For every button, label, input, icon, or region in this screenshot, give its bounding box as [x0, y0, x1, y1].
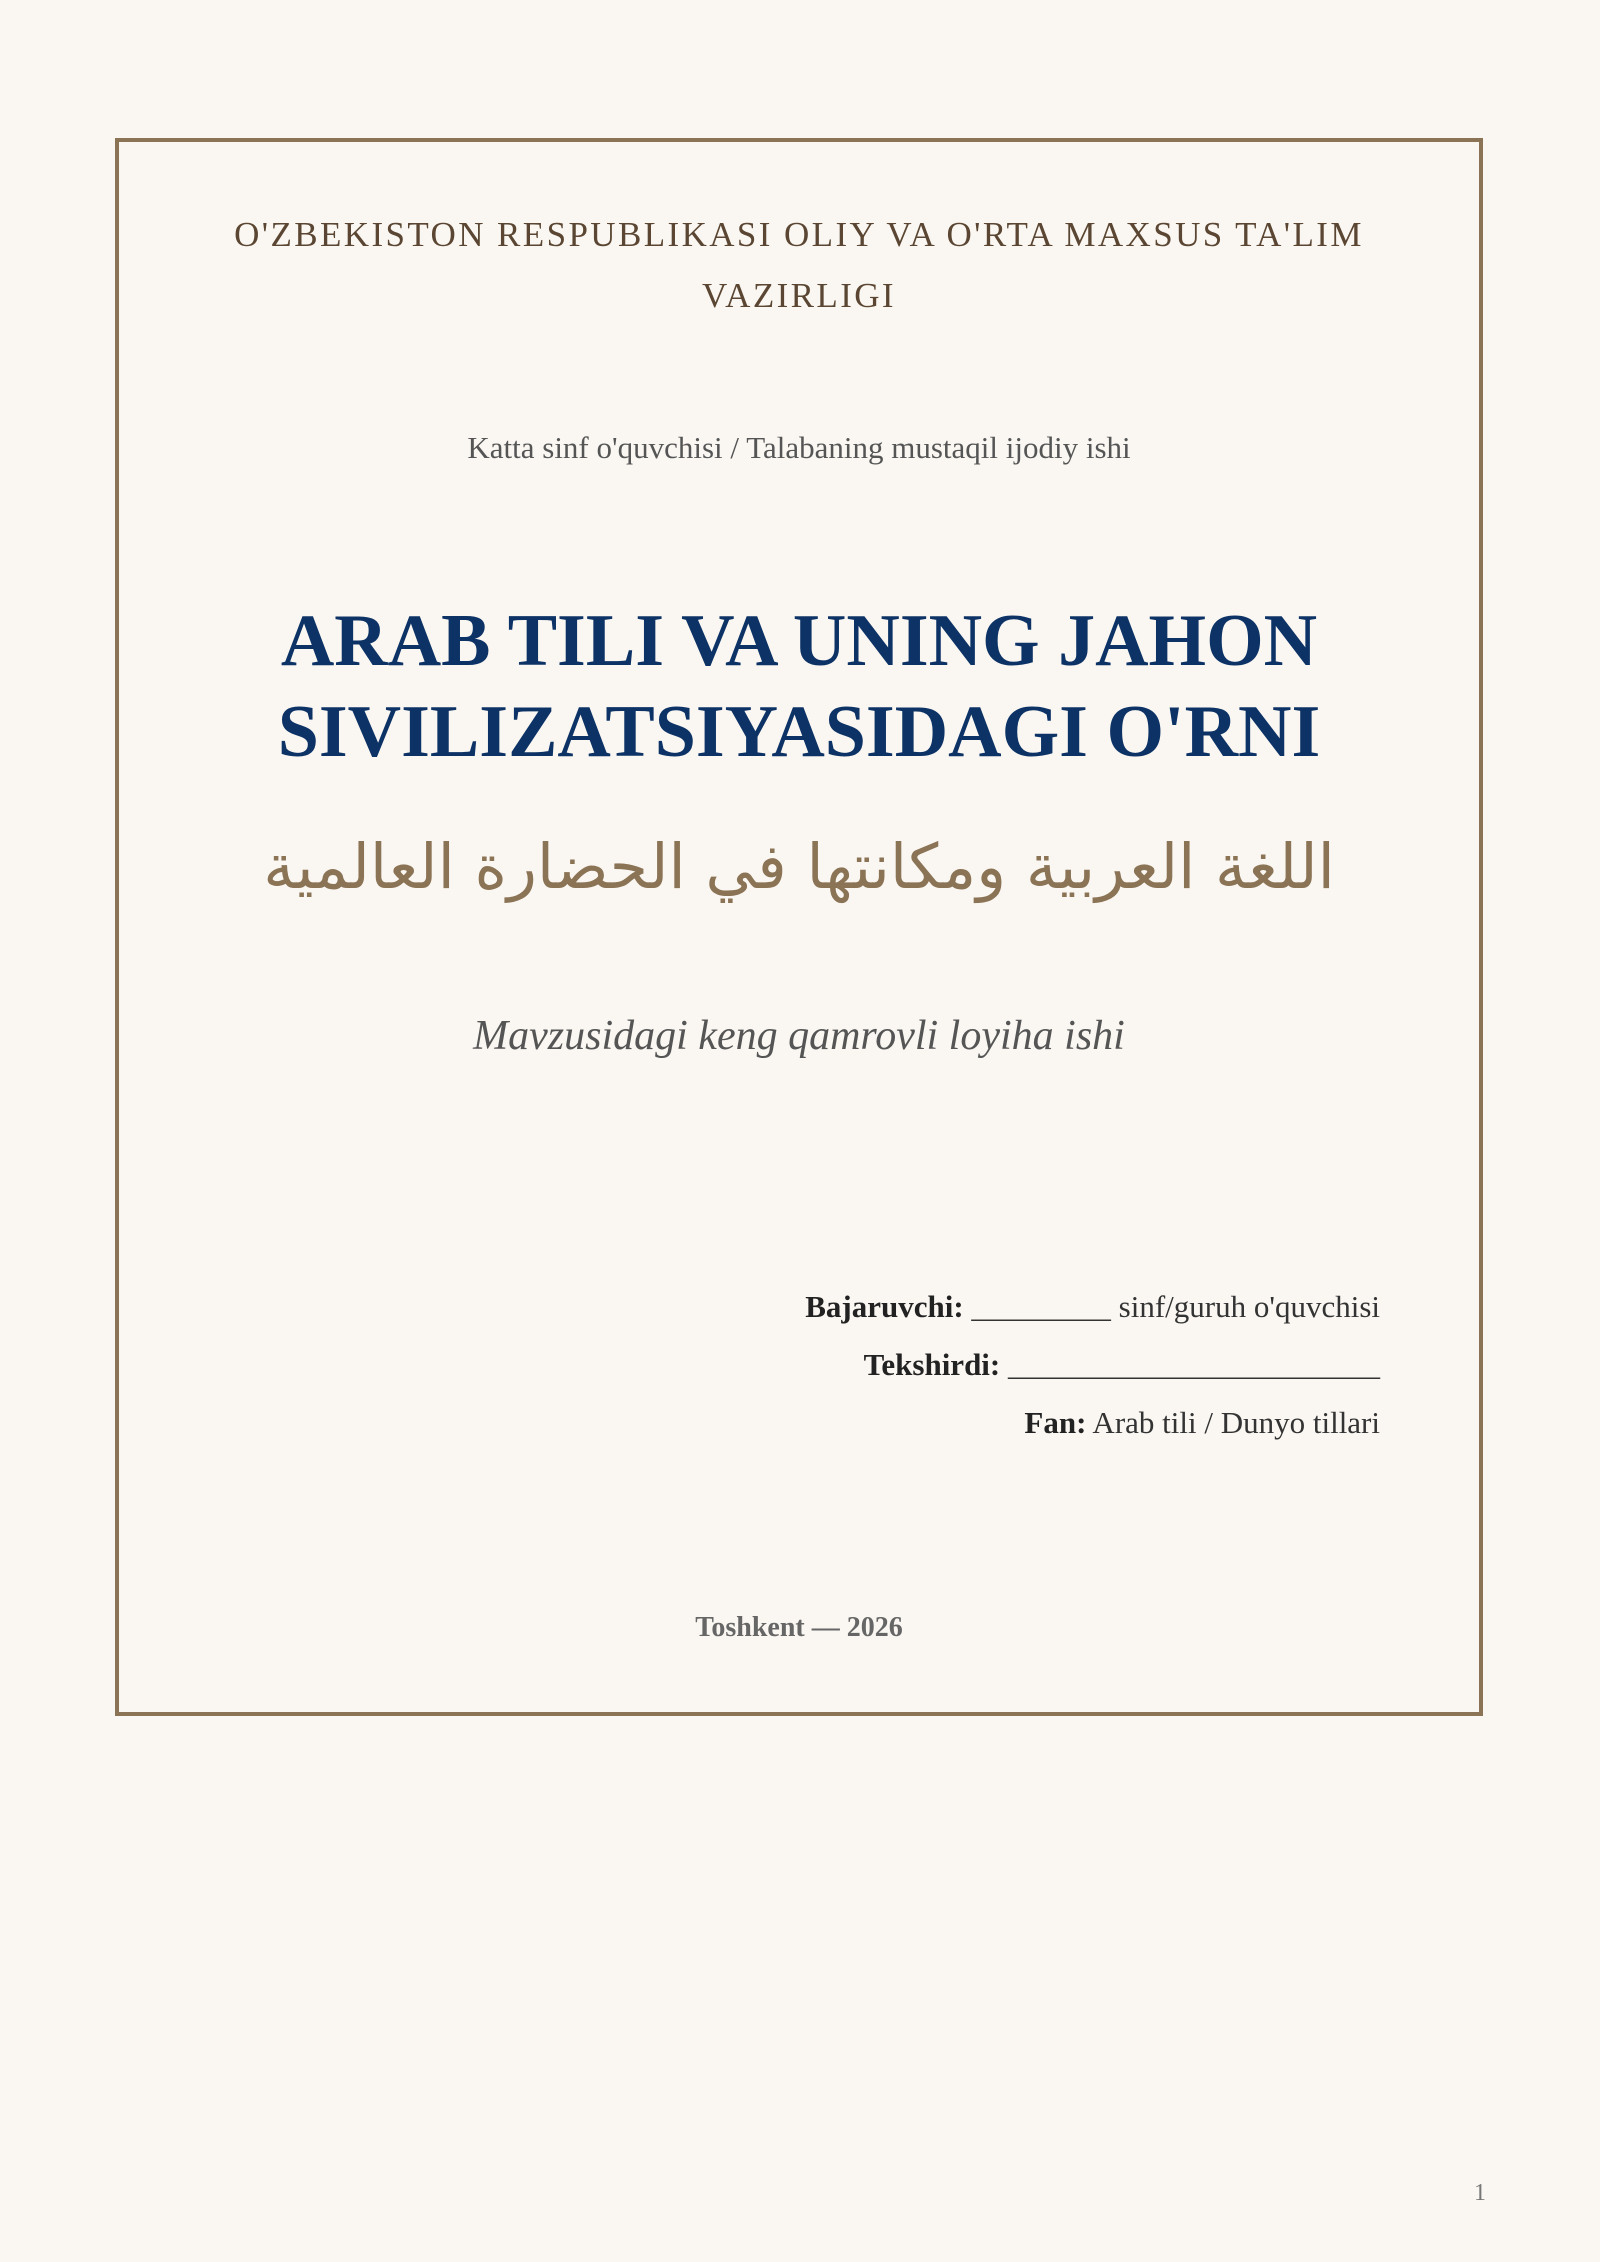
- author-info-block: [805, 1278, 1380, 1452]
- city-year: Toshkent — 2026: [695, 1612, 903, 1643]
- author-value: _________ sinf/guruh o'quvchisi: [963, 1289, 1380, 1324]
- page-number: 1: [1474, 2180, 1486, 2206]
- document-title: ARAB TILI VA UNING JAHON SIVILIZATSIYASIDAGI O'RNI: [277, 600, 1321, 773]
- subject-line: [805, 1394, 1380, 1452]
- title-page-frame: [115, 138, 1483, 1716]
- subject-label: Fan:: [1024, 1405, 1087, 1440]
- author-label: Bajaruvchi:: [805, 1289, 964, 1324]
- checker-line: [805, 1336, 1380, 1394]
- checker-value: ________________________: [1000, 1347, 1380, 1382]
- arabic-title: اللغة العربية ومكانتها في الحضارة العالمية: [263, 830, 1335, 903]
- ministry-heading: O'ZBEKISTON RESPUBLIKASI OLIY VA O'RTA MAXSUS TA'LIM VAZIRLIGI: [234, 215, 1364, 315]
- work-type-line: Katta sinf o'quvchisi / Talabaning mustaqil ijodiy ishi: [467, 430, 1131, 465]
- author-line: [805, 1278, 1380, 1336]
- document-subtitle: Mavzusidagi keng qamrovli loyiha ishi: [473, 1013, 1125, 1059]
- checker-label: Tekshirdi:: [863, 1347, 1001, 1382]
- subject-value: Arab tili / Dunyo tillari: [1086, 1405, 1380, 1440]
